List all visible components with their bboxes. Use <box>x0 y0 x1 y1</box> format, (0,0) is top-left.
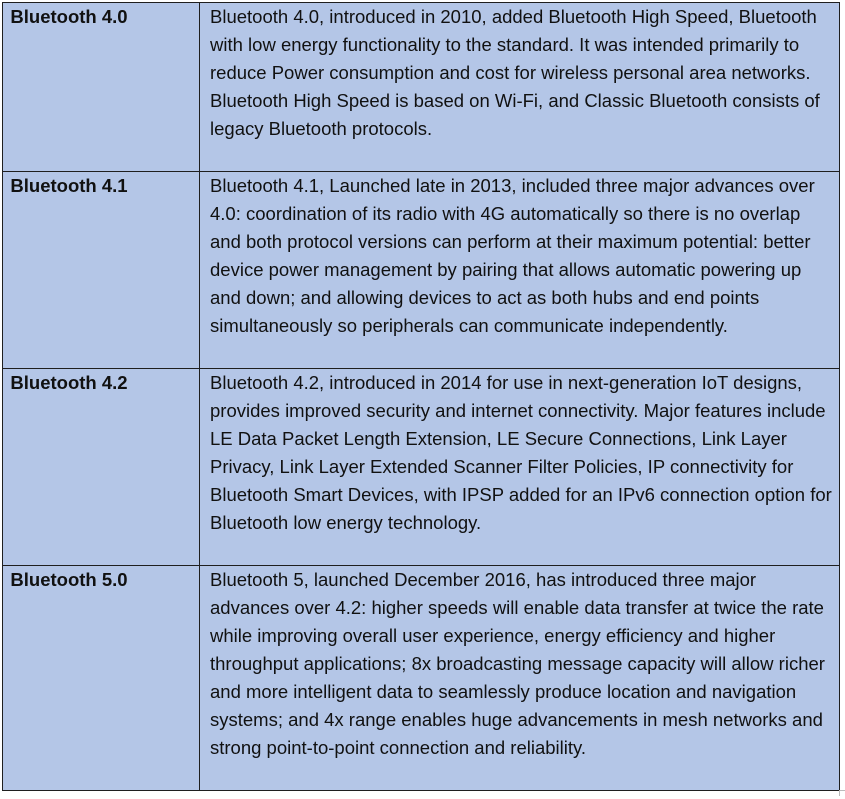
version-label: Bluetooth 5.0 <box>10 569 128 590</box>
version-cell <box>3 3 200 172</box>
description-cell: Bluetooth 4.1, Launched late in 2013, included three major advances over 4.0: coordination of its radio with 4G automatically so there is no overlap and both protocol versions can perform at their maximum potential: better device power management by pairing that allows automatic powering up and down; and allowing devices to act as both hubs and end points simultaneously so peripherals can communicate independently. <box>200 172 840 369</box>
version-label: Bluetooth 4.2 <box>10 372 128 393</box>
description-cell: Bluetooth 4.2, introduced in 2014 for use in next-generation IoT designs, provides improved security and internet connectivity. Major features include LE Data Packet Length Extension, LE Secure Connections, Link Layer Privacy, Link Layer Extended Scanner Filter Policies, IP connectivity for Bluetooth Smart Devices, with IPSP added for an IPv6 connection option for Bluetooth low energy technology. <box>200 369 840 566</box>
version-cell <box>3 172 200 369</box>
corner-mark <box>839 790 845 796</box>
bluetooth-versions-table <box>2 2 840 791</box>
table-row <box>3 369 840 566</box>
table-row <box>3 172 840 369</box>
version-cell <box>3 566 200 791</box>
version-label: Bluetooth 4.0 <box>10 6 128 27</box>
version-label: Bluetooth 4.1 <box>10 175 128 196</box>
description-cell: Bluetooth 4.0, introduced in 2010, added Bluetooth High Speed, Bluetooth with low energy functionality to the standard. It was intended primarily to reduce Power consumption and cost for wireless personal area networks. Bluetooth High Speed is based on Wi-Fi, and Classic Bluetooth consists of legacy Bluetooth protocols. <box>200 3 840 172</box>
description-cell: Bluetooth 5, launched December 2016, has introduced three major advances over 4.2: higher speeds will enable data transfer at twice the rate while improving overall user experience, energy efficiency and higher throughput applications; 8x broadcasting message capacity will allow richer and more intelligent data to seamlessly produce location and navigation systems; and 4x range enables huge advancements in mesh networks and strong point-to-point connection and reliability. <box>200 566 840 791</box>
table-row <box>3 566 840 791</box>
table-row <box>3 3 840 172</box>
version-cell <box>3 369 200 566</box>
